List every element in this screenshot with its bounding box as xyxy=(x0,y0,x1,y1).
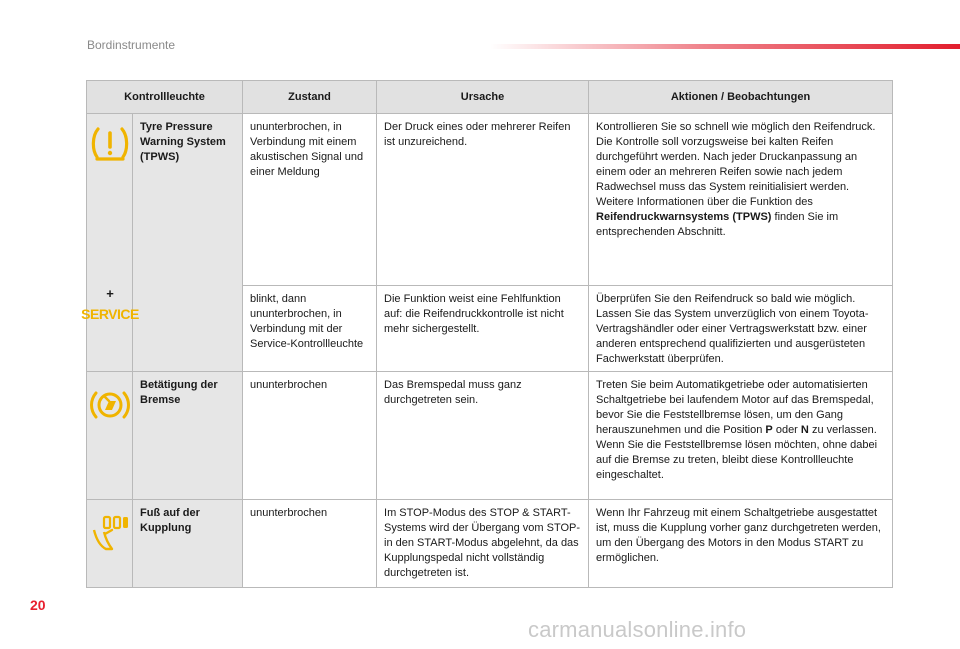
tyre-pressure-warning-icon xyxy=(91,126,129,162)
brake-pedal-warning-icon xyxy=(90,388,130,422)
page-number: 20 xyxy=(30,597,46,613)
brake-icon-cell xyxy=(87,372,133,500)
section-title: Bordinstrumente xyxy=(87,38,176,52)
aktionen-cell: Überprüfen Sie den Reifendruck so bald wie möglich. Lassen Sie das System unverzüglich von einem Toyota-Vertragshändler oder einer Vertragswerkstatt bzw. einer anderen entsprechend qualifizierten und ausgerüsteten Fachwerkstatt überprüfen. xyxy=(589,286,893,372)
column-header-zustand: Zustand xyxy=(243,81,377,114)
action-text: zu verlassen. Wenn Sie die Feststellbremse lösen möchten, ohne dabei auf die Bremse zu treten, bleibt diese Kontrollleuchte eingeschaltet. xyxy=(596,424,878,481)
table-row xyxy=(87,500,893,588)
action-text: Kontrollieren Sie so schnell wie möglich den Reifendruck. Die Kontrolle soll vorzugsweise bei kalten Reifen durchgeführt werden. Nach jeder Druckanpassung an einem oder an mehreren Reifen sowie nach jedem Radwechsel muss das System reinitialisiert werden. Weitere Informationen über die Funktion des xyxy=(596,121,876,208)
plus-sign: + xyxy=(106,286,114,301)
aktionen-cell xyxy=(589,372,893,500)
header-accent-bar xyxy=(490,44,960,49)
ursache-cell: Das Bremspedal muss ganz durchgetreten sein. xyxy=(377,372,589,500)
column-header-aktionen: Aktionen / Beobachtungen xyxy=(589,81,893,114)
table-row xyxy=(87,372,893,500)
clutch-icon-cell xyxy=(87,500,133,588)
watermark: carmanualsonline.info xyxy=(528,617,747,642)
warning-lights-table xyxy=(81,80,893,588)
clutch-name-cell xyxy=(133,500,243,588)
brake-name-cell xyxy=(133,372,243,500)
ursache-cell: Der Druck eines oder mehrerer Reifen ist unzureichend. xyxy=(377,114,589,286)
tpws-icon-cell xyxy=(81,114,139,372)
ursache-cell: Im STOP-Modus des STOP & START-Systems wird der Übergang vom STOP- in den START-Modus abgelehnt, da das Kupplungspedal nicht vollständig durchgetreten ist. xyxy=(377,500,589,588)
zustand-cell: ununterbrochen xyxy=(243,372,377,500)
zustand-cell: ununterbrochen, in Verbindung mit einem akustischen Signal und einer Meldung xyxy=(243,114,377,286)
warning-light-name: Tyre Pressure Warning System (TPWS) xyxy=(140,121,226,163)
action-bold-text: Reifendruckwarnsystems (TPWS) xyxy=(596,211,772,223)
action-text: oder xyxy=(775,424,798,436)
column-header-ursache: Ursache xyxy=(377,81,589,114)
zustand-cell: ununterbrochen xyxy=(243,500,377,588)
gear-position-n: N xyxy=(800,424,809,436)
warning-light-name: Fuß auf der Kupplung xyxy=(140,507,200,534)
aktionen-cell xyxy=(589,114,893,286)
clutch-pedal-warning-icon xyxy=(90,514,130,552)
aktionen-cell: Wenn Ihr Fahrzeug mit einem Schaltgetriebe ausgestattet ist, muss die Kupplung vorher ganz durchgetreten werden, um den Übergang des Motors in den Modus START zu ermöglichen. xyxy=(589,500,893,588)
table-row xyxy=(87,114,893,286)
table-header-row xyxy=(87,81,893,114)
zustand-cell: blinkt, dann ununterbrochen, in Verbindung mit der Service-Kontrollleuchte xyxy=(243,286,377,372)
tpws-name-cell xyxy=(133,114,243,372)
service-warning-icon: SERVICE xyxy=(81,306,139,322)
gear-position-p: P xyxy=(765,424,773,436)
warning-light-name: Betätigung der Bremse xyxy=(140,379,218,406)
action-text: Treten Sie beim Automatikgetriebe oder automatisierten Schaltgetriebe bei laufendem Motor auf das Bremspedal, bevor Sie die Feststellbremse lösen, um den Gang herauszunehmen und die Position xyxy=(596,379,874,436)
action-text: finden Sie im entsprechenden Abschnitt. xyxy=(596,211,839,238)
ursache-cell: Die Funktion weist eine Fehlfunktion auf: die Reifendruckkontrolle ist nicht mehr sichergestellt. xyxy=(377,286,589,372)
column-header-kontrollleuchte: Kontrollleuchte xyxy=(87,81,243,114)
